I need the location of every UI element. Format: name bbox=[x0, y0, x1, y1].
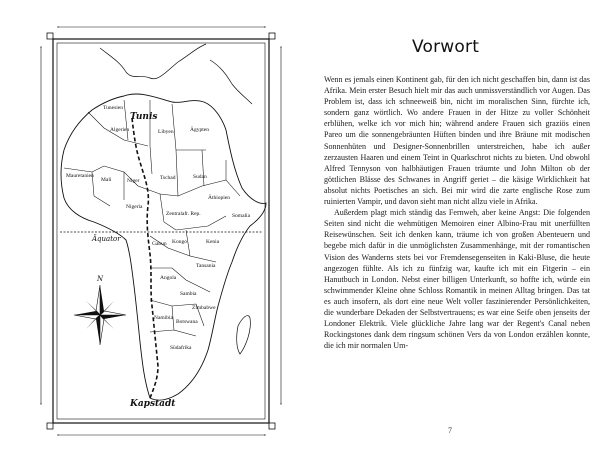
map-label-kapstadt: Kapstadt bbox=[130, 399, 176, 409]
paragraph-1: Wenn es jemals einen Kontinent gab, für den ich nicht geschaffen bin, dann ist das Afrika. Mein erster Besuch hielt mir das auch unmissverständlich vor Augen. Das Problem ist, dass ich schneeweiß bin, nicht im moralischen Sinn, fürchte ich, sondern ganz wörtlich. Wo andere Frauen in der Hitze zu voller Schönheit erblühen, welke ich vor mich hin; während andere Frauen sich graziös einen Pareo um die sonnengebräunten Hüften binden und ihre Bräune mit modischen Sonnenhüten und Designer-Sonnenbrillen unterstreichen, habe ich außer zerzausten Haaren und einem Teint in Quarkschrot nichts zu bieten. Und obwohl Alfred Tennyson von halbhäutigen Frauen träumte und John Milton ob der göttlichen Blässe des Schwanes in Angriff geriet – die käsige Wirklichkeit hat absolut nichts Poetisches an sich. Bei mir wird die zarte englische Rose zum ruinierten Vampir, und davon sieht man nicht allzu viele in Afrika. bbox=[324, 75, 590, 207]
travel-route bbox=[132, 118, 158, 398]
map-label-kenia: Kenia bbox=[206, 239, 220, 245]
map-label-zentralafr-rep: Zentralafr. Rep. bbox=[166, 211, 201, 217]
map-label-kongo: Kongo bbox=[172, 239, 187, 245]
map-label-aequator: Äquator bbox=[92, 235, 121, 243]
map-label-niger: Niger bbox=[127, 178, 140, 184]
map-label-somalia: Somalia bbox=[232, 213, 251, 219]
map-label-gabun: Gabun bbox=[152, 241, 167, 247]
map-label-tansania: Tansania bbox=[196, 263, 216, 269]
map-label-botswana: Botswana bbox=[176, 319, 198, 325]
compass-north-letter: N bbox=[97, 275, 104, 283]
map-label-aethiopien: Äthiopien bbox=[208, 195, 230, 201]
map-label-nigeria: Nigeria bbox=[126, 204, 143, 210]
map-label-sudan: Sudan bbox=[193, 174, 207, 180]
compass-rose bbox=[74, 285, 126, 345]
map-frame bbox=[40, 26, 282, 436]
page-number: 7 bbox=[448, 426, 452, 435]
map-label-libyen: Libyen bbox=[158, 129, 174, 135]
map-label-algerien: Algerien bbox=[110, 127, 130, 133]
map-label-suedafrika: Südafrika bbox=[170, 345, 192, 351]
map-label-mauretanien: Mauretanien bbox=[66, 173, 94, 179]
text-page bbox=[300, 0, 600, 467]
map-label-aegypten: Ägypten bbox=[190, 127, 209, 133]
page-title: Vorwort bbox=[412, 37, 480, 57]
map-label-tunesien: Tunesien bbox=[103, 105, 123, 111]
map-label-zimbabwe: Zimbabwe bbox=[192, 305, 216, 311]
map-label-tschad: Tschad bbox=[160, 175, 176, 181]
map-label-namibia: Namibia bbox=[154, 315, 173, 321]
madagascar bbox=[237, 316, 251, 354]
paragraph-2: Außerdem plagt mich ständig das Fernweh, aber keine Angst: Die folgenden Seiten sind nicht die wehmütigen Memoiren einer Albino-Frau mit unerfüllten Reisewünschen. Seit ich denken kann, träume ich von großen Abenteuern und begebe mich dafür in die unmöglichsten Zusammenhänge, mit der romantischen Vision des Wanderns stets bei vor Fremdensegenseiten in Kaki-Bluse, die heute angezogen fühlte. Als ich zu fünfzig war, kaufte ich mit ein Fitgerin – ein Hanutbuch in London. Nebst einer billigen Unterkunft, so hoffte ich, würde ein schwimmender Kleine ohne Schloss Romantik in meinen Alltag bringen. Das tat es auch insofern, als dort eine neue Welt voller faszinierender Persönlichkeiten, die wunderbare Dekaden der Selbstvertrauens; es war eine Seife oben jenseits der Londoner Elektrik. Viele glückliche Jahre lang war der Regent's Canal neben Rockingstones dank dem ringsum schönen Vers da von London erzählen konnte, die ich mir normalen Um- bbox=[324, 208, 590, 351]
map-label-mali: Mali bbox=[101, 177, 112, 183]
map-label-sambia: Sambia bbox=[180, 291, 197, 297]
europe-coast bbox=[100, 44, 252, 104]
map-label-angola: Angola bbox=[160, 275, 177, 281]
map-label-tunis: Tunis bbox=[130, 112, 158, 122]
body-text bbox=[324, 74, 590, 351]
